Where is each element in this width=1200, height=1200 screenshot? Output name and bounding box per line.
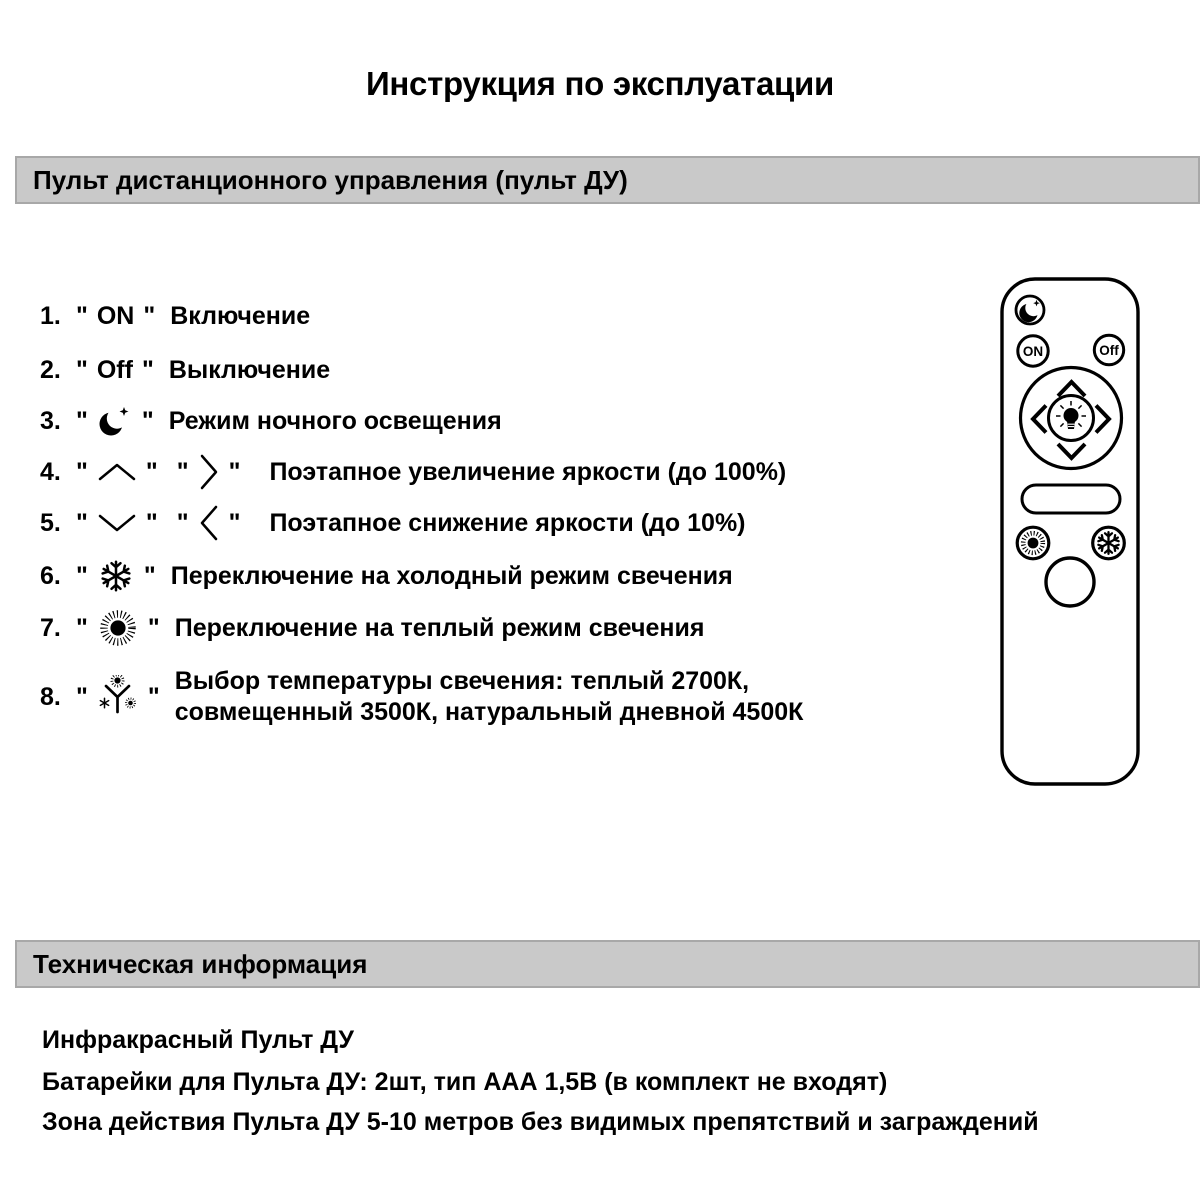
item-description: Выключение	[168, 355, 331, 384]
item-number: 6.	[40, 561, 61, 590]
quote-mark: "	[141, 406, 154, 435]
warm-sun-icon	[97, 607, 139, 649]
on-button-label: ON	[96, 301, 135, 330]
remote-off-button	[1094, 335, 1123, 364]
quote-mark: "	[228, 508, 241, 537]
item-description	[175, 666, 804, 728]
quote-mark: "	[176, 508, 189, 537]
item-number: 1.	[40, 301, 61, 330]
item-number: 2.	[40, 355, 61, 384]
section-header-tech-label: Техническая информация	[33, 949, 368, 979]
chevron-right-icon	[198, 453, 220, 491]
remote-control-illustration	[1000, 277, 1140, 787]
quote-mark: "	[145, 508, 158, 537]
off-button-label: Off	[96, 355, 133, 384]
quote-mark: "	[76, 406, 88, 435]
remote-cold-button	[1093, 527, 1125, 559]
tech-info-line: Зона действия Пульта ДУ 5-10 метров без видимых препятствий и заграждений	[42, 1108, 1039, 1136]
item-description: Поэтапное увеличение яркости (до 100%)	[269, 457, 787, 486]
quote-mark: "	[143, 561, 156, 590]
item-number: 4.	[40, 457, 61, 486]
quote-mark: "	[228, 457, 241, 486]
list-item-cold-mode	[40, 550, 733, 602]
quote-mark: "	[76, 355, 88, 384]
remote-dpad	[1021, 368, 1122, 469]
quote-mark: "	[147, 682, 160, 711]
quote-mark: "	[76, 613, 88, 642]
list-item-color-temperature	[40, 655, 803, 739]
item-description: Включение	[170, 301, 311, 330]
remote-pill-button	[1022, 485, 1120, 513]
list-item-warm-mode	[40, 602, 704, 654]
list-item-brightness-down	[40, 497, 746, 549]
item-description: Поэтапное снижение яркости (до 10%)	[269, 508, 746, 537]
tech-info-line: Батарейки для Пульта ДУ: 2шт, тип ААА 1,5В (в комплект не входят)	[42, 1068, 888, 1096]
item-description: Переключение на холодный режим свечения	[170, 561, 733, 590]
remote-warm-button	[1017, 527, 1049, 559]
list-item-night-mode	[40, 395, 502, 447]
quote-mark: "	[143, 301, 156, 330]
quote-mark: "	[76, 508, 88, 537]
section-header-remote-label: Пульт дистанционного управления (пульт ДУ)	[33, 165, 628, 195]
quote-mark: "	[145, 457, 158, 486]
remote-on-label: ON	[1022, 344, 1044, 359]
item-number: 3.	[40, 406, 61, 435]
list-item-on	[40, 290, 310, 342]
remote-night-mode-button	[1016, 296, 1044, 324]
snowflake-icon	[97, 557, 135, 595]
item-description: Режим ночного освещения	[168, 406, 502, 435]
page-title: Инструкция по эксплуатации	[366, 65, 834, 102]
remote-aux-button	[1046, 558, 1094, 606]
quote-mark: "	[147, 613, 160, 642]
chevron-left-icon	[198, 504, 220, 542]
item-number: 8.	[40, 682, 61, 711]
list-item-off	[40, 344, 330, 396]
section-header-tech	[15, 940, 1200, 988]
color-temperature-select-icon	[97, 675, 139, 719]
quote-mark: "	[176, 457, 189, 486]
item-description-line1: Выбор температуры свечения: теплый 2700К,	[174, 667, 750, 695]
quote-mark: "	[141, 355, 154, 384]
item-number: 7.	[40, 613, 61, 642]
quote-mark: "	[76, 301, 88, 330]
chevron-up-icon	[97, 462, 137, 482]
chevron-down-icon	[97, 513, 137, 533]
item-description-line2: совмещенный 3500К, натуральный дневной 4500К	[174, 698, 804, 726]
crescent-moon-icon	[97, 404, 133, 438]
remote-on-button	[1018, 336, 1048, 366]
remote-off-label: Off	[1099, 343, 1119, 358]
item-description: Переключение на теплый режим свечения	[174, 613, 705, 642]
item-number: 5.	[40, 508, 61, 537]
quote-mark: "	[76, 457, 88, 486]
section-header-remote	[15, 156, 1200, 204]
quote-mark: "	[76, 682, 88, 711]
list-item-brightness-up	[40, 446, 786, 498]
quote-mark: "	[76, 561, 88, 590]
tech-info-line: Инфракрасный Пульт ДУ	[42, 1026, 354, 1054]
